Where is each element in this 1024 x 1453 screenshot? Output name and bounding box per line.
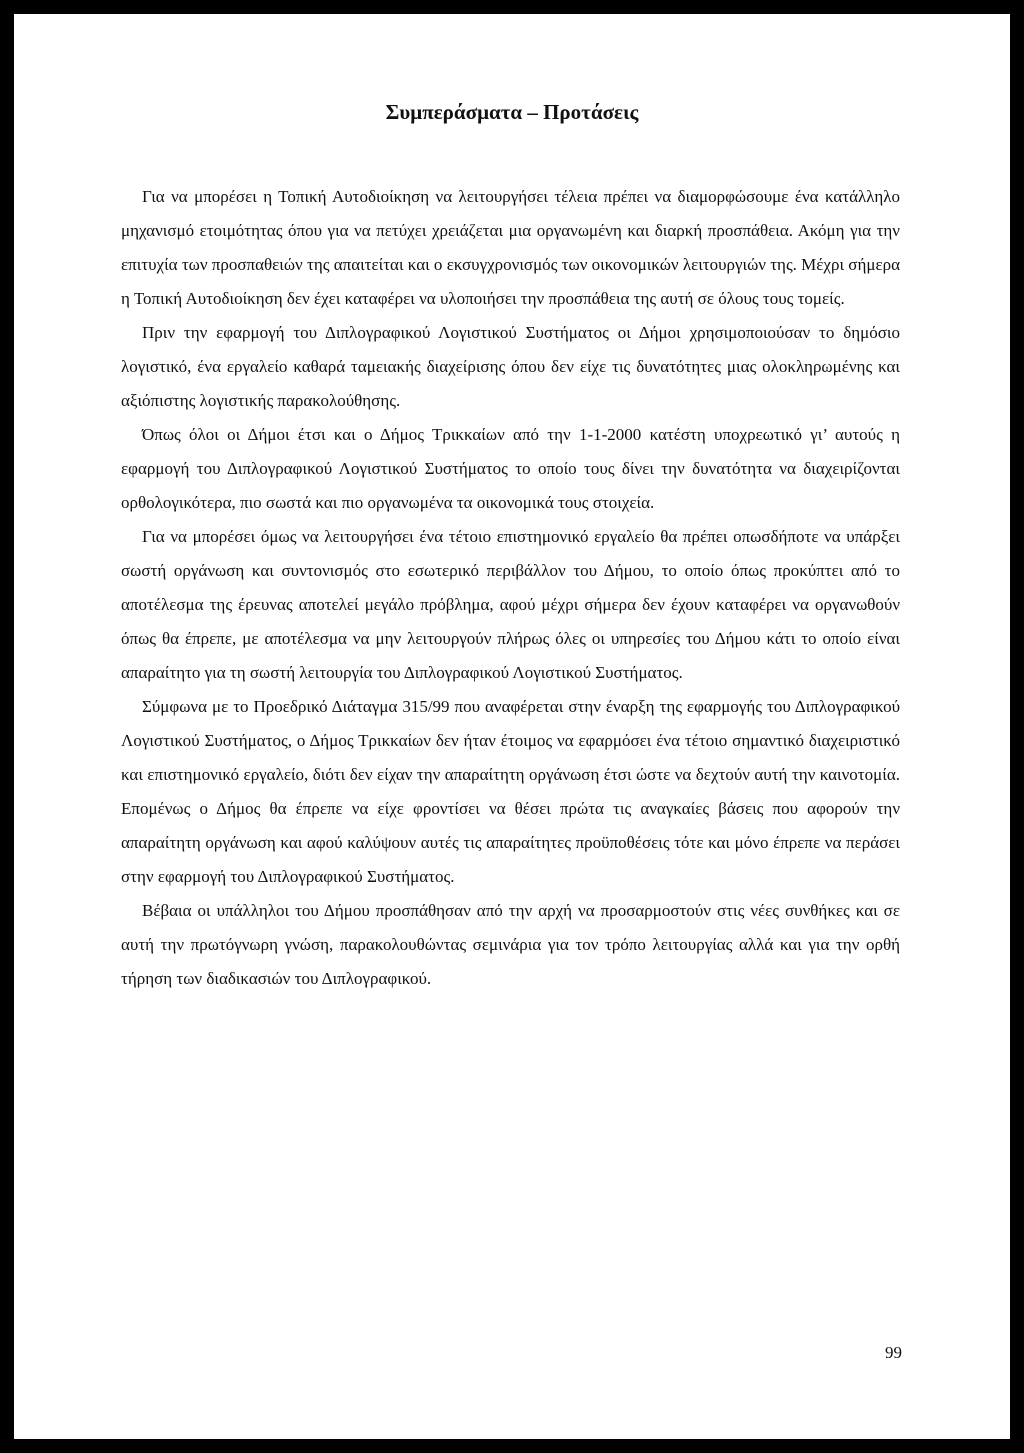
paragraph: Για να μπορέσει η Τοπική Αυτοδιοίκηση να λειτουργήσει τέλεια πρέπει να διαμορφώσουμε ένα κατάλληλο μηχανισμό ετοιμότητας όπου για να πετύχει χρειάζεται μια οργανωμένη και διαρκή προσπάθεια. Ακόμη για την επιτυχία των προσπαθειών της απαιτείται και ο εκσυγχρονισμός των οικονομικών λειτουργιών της. Μέχρι σήμερα η Τοπική Αυτοδιοίκηση δεν έχει καταφέρει να υλοποιήσει την προσπάθεια της αυτή σε όλους τους τομείς. [121,187,900,308]
page-title: Συμπεράσματα – Προτάσεις [385,100,639,124]
page-number: 99 [885,1343,902,1362]
body-text [121,180,900,996]
paragraph: Πριν την εφαρμογή του Διπλογραφικού Λογιστικού Συστήματος οι Δήμοι χρησιμοποιούσαν το δημόσιο λογιστικό, ένα εργαλείο καθαρά ταμειακής διαχείρισης όπου δεν είχε τις δυνατότητες μιας ολοκληρωμένης και αξιόπιστης λογιστικής παρακολούθησης. [121,323,900,410]
paragraph: Για να μπορέσει όμως να λειτουργήσει ένα τέτοιο επιστημονικό εργαλείο θα πρέπει οπωσδήποτε να υπάρξει σωστή οργάνωση και συντονισμός στο εσωτερικό περιβάλλον του Δήμου, το οποίο όπως προκύπτει από το αποτέλεσμα της έρευνας αποτελεί μεγάλο πρόβλημα, αφού μέχρι σήμερα δεν έχουν καταφέρει να οργανωθούν όπως θα έπρεπε, με αποτέλεσμα να μην λειτουργούν πλήρως όλες οι υπηρεσίες του Δήμου κάτι το οποίο είναι απαραίτητο για τη σωστή λειτουργία του Διπλογραφικού Λογιστικού Συστήματος. [121,527,900,682]
paragraph: Σύμφωνα με το Προεδρικό Διάταγμα 315/99 που αναφέρεται στην έναρξη της εφαρμογής του Διπλογραφικού Λογιστικού Συστήματος, ο Δήμος Τρικκαίων δεν ήταν έτοιμος να εφαρμόσει ένα τέτοιο σημαντικό διαχειριστικό και επιστημονικό εργαλείο, διότι δεν είχαν την απαραίτητη οργάνωση έτσι ώστε να δεχτούν αυτή την καινοτομία. Επομένως ο Δήμος θα έπρεπε να είχε φροντίσει να θέσει πρώτα τις αναγκαίες βάσεις που αφορούν την απαραίτητη οργάνωση και αφού καλύψουν αυτές τις απαραίτητες προϋποθέσεις τότε και μόνο έπρεπε να περάσει στην εφαρμογή του Διπλογραφικού Συστήματος. [121,697,900,886]
paragraph: Βέβαια οι υπάλληλοι του Δήμου προσπάθησαν από την αρχή να προσαρμοστούν στις νέες συνθήκες και σε αυτή την πρωτόγνωρη γνώση, παρακολουθώντας σεμινάρια για τον τρόπο λειτουργίας αλλά και για την ορθή τήρηση των διαδικασιών του Διπλογραφικού. [121,901,900,988]
paragraph: Όπως όλοι οι Δήμοι έτσι και ο Δήμος Τρικκαίων από την 1-1-2000 κατέστη υποχρεωτικό γι’ αυτούς η εφαρμογή του Διπλογραφικού Λογιστικού Συστήματος το οποίο τους δίνει την δυνατότητα να διαχειρίζονται ορθολογικότερα, πιο σωστά και πιο οργανωμένα τα οικονομικά τους στοιχεία. [121,425,900,512]
